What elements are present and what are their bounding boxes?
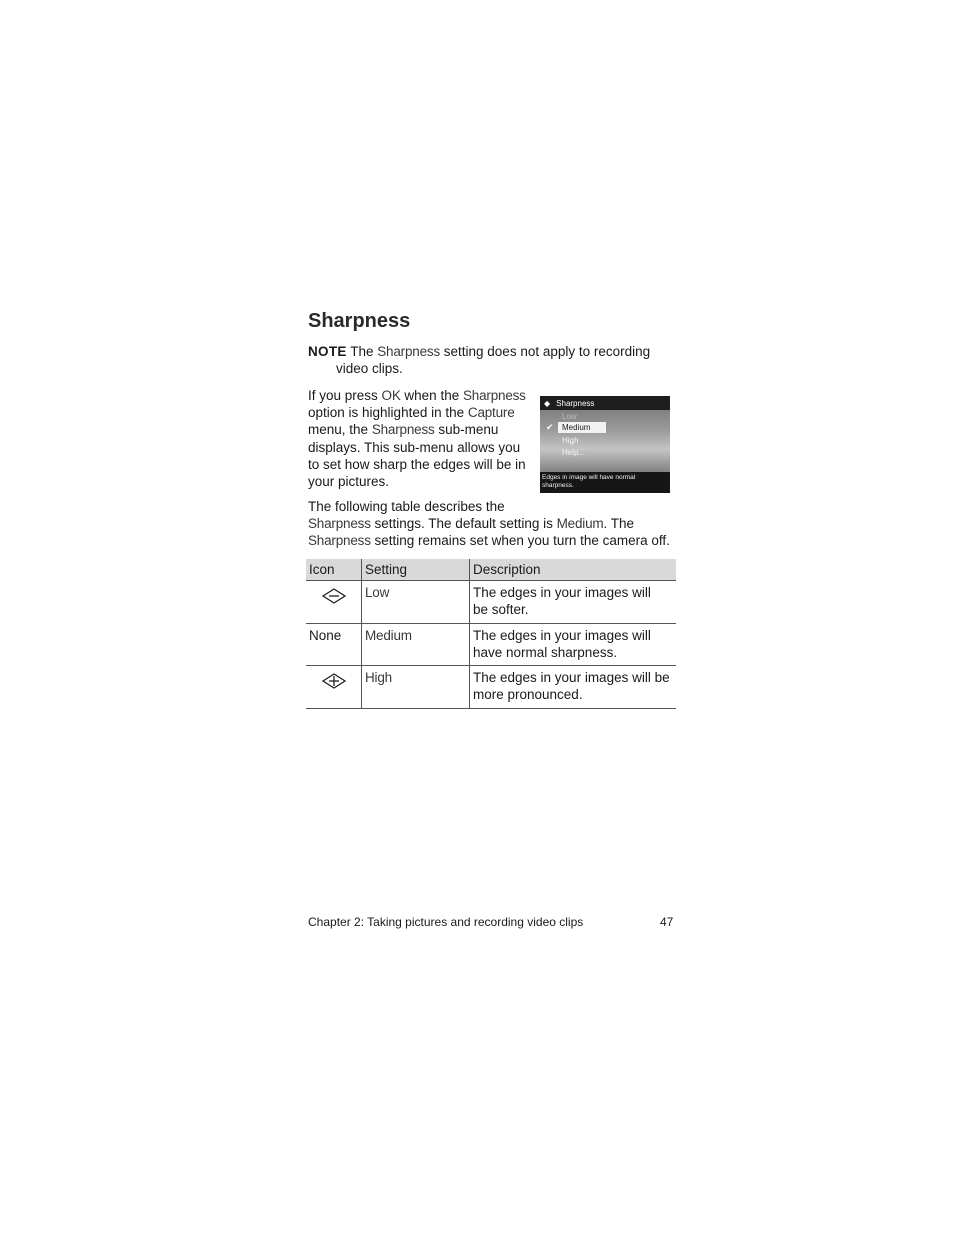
description-line: be softer. [473, 602, 529, 617]
text: . The [603, 516, 634, 532]
text: option is highlighted in the [308, 405, 465, 421]
text: The following table describes the [308, 499, 505, 514]
page-number: 47 [660, 915, 674, 929]
ui-term-medium: Medium [556, 516, 604, 532]
checkmark-icon: ✔ [546, 422, 554, 432]
note-line2: video clips. [336, 361, 403, 376]
setting-cell: High [362, 666, 470, 709]
sharpness-low-icon [321, 587, 347, 605]
setting-cell: Medium [362, 624, 470, 666]
page-title: Sharpness [308, 310, 411, 332]
screen-header [540, 396, 670, 410]
note-text-pre: The [350, 344, 374, 359]
header-setting: Setting [362, 559, 470, 581]
description-cell [470, 624, 677, 666]
chapter-footer: Chapter 2: Taking pictures and recording video clips [308, 915, 584, 929]
header-icon: Icon [306, 559, 362, 581]
description-cell [470, 666, 677, 709]
text: If you press [308, 388, 378, 403]
description-line: The edges in your images will [473, 585, 651, 600]
header-description: Description [470, 559, 677, 581]
description-cell [470, 581, 677, 624]
text: when the [404, 388, 460, 403]
icon-cell: None [306, 624, 362, 666]
description-line: have normal sharpness. [473, 645, 618, 660]
screen-option-low: Low [562, 412, 577, 421]
icon-cell [306, 581, 362, 624]
ui-term-sharpness: Sharpness [462, 388, 526, 403]
icon-cell [306, 666, 362, 709]
sharpness-high-icon [321, 672, 347, 690]
ui-term-capture: Capture [467, 405, 515, 421]
screen-option-medium: Medium [558, 422, 606, 433]
text: setting remains set when you turn the camera off. [374, 533, 670, 549]
screen-option-high: High [562, 436, 579, 445]
sharpness-icon: ◆ [544, 398, 551, 408]
description-line: The edges in your images will be [473, 670, 670, 685]
screen-footer: Edges in image will have normal sharpness. [540, 472, 670, 493]
screen-header-label: Sharpness [556, 398, 595, 408]
setting-cell: Low [362, 581, 470, 624]
intro-paragraph [308, 387, 530, 490]
note-block [308, 343, 668, 377]
text: settings. The default setting is [374, 516, 553, 532]
ui-term-ok: OK [381, 388, 401, 403]
note-ui-term: Sharpness [377, 344, 440, 359]
table-row [306, 581, 676, 624]
text: menu, the [308, 422, 369, 438]
camera-screen-image [540, 396, 670, 493]
table-header-row [306, 559, 676, 581]
note-text-post: setting does not apply to recording [443, 344, 651, 359]
note-label: NOTE [308, 344, 347, 359]
text: sub-menu displays. This sub-menu allows you to set how sharp the edges will be in your pictures. [308, 422, 526, 490]
description-line: The edges in your images will [473, 628, 651, 643]
table-intro-paragraph [308, 498, 678, 550]
ui-term-sharpness: Sharpness [371, 422, 435, 438]
screen-option-help: Help... [562, 448, 586, 457]
table-row [306, 666, 676, 709]
sharpness-table [306, 559, 676, 709]
table-row [306, 624, 676, 666]
description-line: more pronounced. [473, 687, 583, 702]
ui-term-sharpness: Sharpness [308, 533, 371, 549]
ui-term-sharpness: Sharpness [308, 516, 371, 532]
